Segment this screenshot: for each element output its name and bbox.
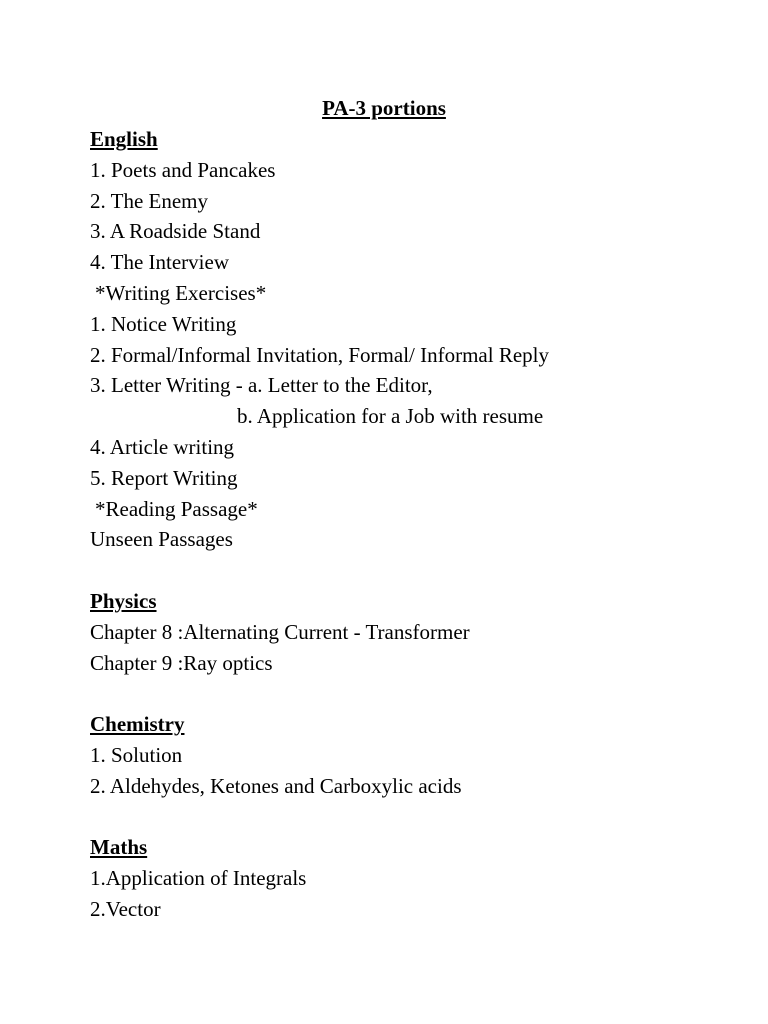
physics-heading: Physics [90, 588, 157, 613]
chemistry-item-1: 1. Solution [90, 742, 183, 767]
chemistry-heading: Chemistry [90, 712, 185, 737]
writing-exercises-heading: *Writing Exercises* [95, 280, 267, 305]
writing-item-1: 1. Notice Writing [90, 311, 237, 336]
document-body [90, 124, 730, 925]
english-lesson-3: 3. A Roadside Stand [90, 219, 261, 244]
page-title: PA-3 portions [322, 96, 446, 120]
english-lesson-2: 2. The Enemy [90, 188, 209, 213]
physics-item-2: Chapter 9 :Ray optics [90, 650, 273, 675]
maths-heading: Maths [90, 835, 148, 860]
writing-item-4: 4. Article writing [90, 434, 235, 459]
chemistry-item-2: 2. Aldehydes, Ketones and Carboxylic acids [90, 773, 462, 798]
reading-passage-heading: *Reading Passage* [95, 496, 258, 521]
spacer [90, 802, 730, 833]
writing-item-5: 5. Report Writing [90, 465, 238, 490]
reading-item: Unseen Passages [90, 527, 233, 552]
english-lesson-1: 1. Poets and Pancakes [90, 157, 276, 182]
english-heading: English [90, 127, 158, 151]
maths-item-2: 2.Vector [90, 896, 161, 921]
english-lesson-4: 4. The Interview [90, 250, 229, 275]
spacer [90, 678, 730, 709]
writing-item-3: 3. Letter Writing - a. Letter to the Editor, [90, 373, 433, 398]
writing-item-2: 2. Formal/Informal Invitation, Formal/ Informal Reply [90, 342, 549, 367]
writing-item-3-sub: b. Application for a Job with resume [237, 404, 544, 429]
physics-item-1: Chapter 8 :Alternating Current - Transformer [90, 619, 470, 644]
maths-item-1: 1.Application of Integrals [90, 866, 307, 891]
spacer [90, 555, 730, 586]
